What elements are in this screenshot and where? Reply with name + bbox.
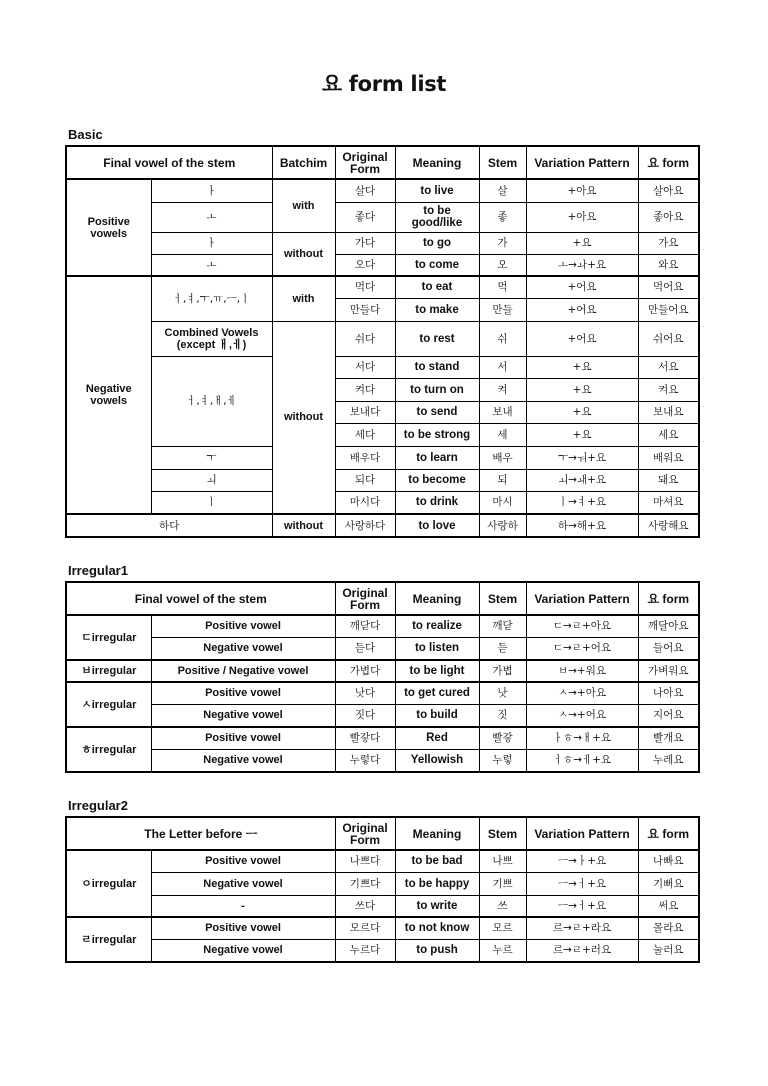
cell-vowel: Positive vowel (151, 917, 335, 939)
group-eu-irregular: ㅇirregular (66, 850, 151, 917)
cell-stem: 세 (479, 423, 526, 446)
table-row (66, 321, 699, 356)
cell-meaning: to be strong (395, 423, 479, 446)
header-letter-before: The Letter before ㅡ (66, 817, 335, 850)
cell-pattern: ㅣ→ㅕ+요 (526, 491, 638, 514)
table-row (66, 727, 699, 749)
cell-pattern: ㅜ→ㅝ+요 (526, 446, 638, 469)
cell-meaning: to be happy (395, 872, 479, 895)
header-pattern: Variation Pattern (526, 582, 638, 615)
cell-pattern: +아요 (526, 179, 638, 202)
cell-original: 만들다 (335, 298, 395, 321)
section-label-basic: Basic (68, 127, 103, 142)
cell-pattern: ㅚ→ㅙ+요 (526, 469, 638, 491)
cell-original: 세다 (335, 423, 395, 446)
cell-stem: 좋 (479, 202, 526, 232)
cell-yo-form: 가요 (638, 232, 699, 254)
cell-pattern: ㅗ→ㅘ+요 (526, 254, 638, 276)
cell-stem: 켜 (479, 378, 526, 401)
cell-pattern: ㅡ→ㅓ+요 (526, 895, 638, 917)
cell-yo-form: 보내요 (638, 401, 699, 423)
table-row (66, 704, 699, 727)
irregular2-table (65, 816, 700, 963)
cell-vowel: Combined Vowels (except ㅐ,ㅔ) (151, 321, 272, 356)
cell-pattern: 르→ㄹ+러요 (526, 939, 638, 962)
table-row (66, 917, 699, 939)
header-final-vowel: Final vowel of the stem (66, 146, 272, 179)
cell-vowel: Negative vowel (151, 749, 335, 772)
cell-vowel: ㅚ (151, 469, 272, 491)
table-row (66, 682, 699, 704)
header-meaning: Meaning (395, 817, 479, 850)
header-meaning: Meaning (395, 582, 479, 615)
cell-original: 누르다 (335, 939, 395, 962)
cell-vowel: ㅣ (151, 491, 272, 514)
cell-stem: 보내 (479, 401, 526, 423)
cell-pattern: ㅅ→+어요 (526, 704, 638, 727)
table-row (66, 514, 699, 537)
cell-stem: 나쁘 (479, 850, 526, 872)
cell-stem: 누르 (479, 939, 526, 962)
cell-stem: 만들 (479, 298, 526, 321)
cell-pattern: 하→해+요 (526, 514, 638, 537)
cell-vowel: ㅗ (151, 254, 272, 276)
table-row (66, 254, 699, 276)
cell-meaning: to not know (395, 917, 479, 939)
cell-yo-form: 나아요 (638, 682, 699, 704)
basic-table (65, 145, 700, 538)
cell-yo-form: 서요 (638, 356, 699, 378)
cell-pattern: ㄷ→ㄹ+어요 (526, 637, 638, 660)
cell-meaning: to send (395, 401, 479, 423)
table-row (66, 660, 699, 682)
cell-yo-form: 가벼워요 (638, 660, 699, 682)
cell-pattern: ㅡ→ㅏ+요 (526, 850, 638, 872)
header-original: Original Form (335, 146, 395, 179)
cell-yo-form: 눌러요 (638, 939, 699, 962)
cell-yo-form: 빨개요 (638, 727, 699, 749)
cell-yo-form: 좋아요 (638, 202, 699, 232)
cell-original: 모르다 (335, 917, 395, 939)
cell-original: 깨닫다 (335, 615, 395, 637)
cell-pattern: ㅏㅎ→ㅐ+요 (526, 727, 638, 749)
cell-pattern: +요 (526, 378, 638, 401)
cell-meaning: to live (395, 179, 479, 202)
cell-stem: 쉬 (479, 321, 526, 356)
table-row (66, 469, 699, 491)
header-final-vowel: Final vowel of the stem (66, 582, 335, 615)
cell-vowel: Negative vowel (151, 939, 335, 962)
table-row (66, 637, 699, 660)
cell-yo-form: 돼요 (638, 469, 699, 491)
cell-pattern: ㄷ→ㄹ+아요 (526, 615, 638, 637)
cell-meaning: to eat (395, 276, 479, 298)
cell-original: 빨갛다 (335, 727, 395, 749)
cell-vowel: Positive vowel (151, 682, 335, 704)
cell-pattern: ㅅ→+아요 (526, 682, 638, 704)
cell-yo-form: 살아요 (638, 179, 699, 202)
cell-yo-form: 사랑해요 (638, 514, 699, 537)
cell-original: 낫다 (335, 682, 395, 704)
header-stem: Stem (479, 817, 526, 850)
group-b-irregular: ㅂirregular (66, 660, 151, 682)
cell-stem: 기쁘 (479, 872, 526, 895)
cell-stem: 누렇 (479, 749, 526, 772)
cell-meaning: to be light (395, 660, 479, 682)
cell-stem: 사랑하 (479, 514, 526, 537)
cell-vowel: 하다 (66, 514, 272, 537)
cell-vowel: Negative vowel (151, 872, 335, 895)
cell-original: 좋다 (335, 202, 395, 232)
cell-original: 짓다 (335, 704, 395, 727)
header-batchim: Batchim (272, 146, 335, 179)
group-s-irregular: ㅅirregular (66, 682, 151, 727)
cell-original: 기쁘다 (335, 872, 395, 895)
cell-original: 마시다 (335, 491, 395, 514)
cell-meaning: to rest (395, 321, 479, 356)
header-original: Original Form (335, 817, 395, 850)
cell-stem: 빨갛 (479, 727, 526, 749)
cell-original: 보내다 (335, 401, 395, 423)
cell-stem: 서 (479, 356, 526, 378)
cell-vowel: - (151, 895, 335, 917)
cell-yo-form: 켜요 (638, 378, 699, 401)
group-h-irregular: ㅎirregular (66, 727, 151, 772)
cell-meaning: to listen (395, 637, 479, 660)
cell-pattern: +요 (526, 401, 638, 423)
cell-stem: 되 (479, 469, 526, 491)
cell-original: 쓰다 (335, 895, 395, 917)
table-header-row (66, 817, 699, 850)
cell-meaning: to come (395, 254, 479, 276)
header-pattern: Variation Pattern (526, 817, 638, 850)
cell-vowel: ㅏ (151, 179, 272, 202)
cell-meaning: to realize (395, 615, 479, 637)
table-header-row (66, 582, 699, 615)
cell-yo-form: 세요 (638, 423, 699, 446)
cell-original: 나쁘다 (335, 850, 395, 872)
table-row (66, 615, 699, 637)
section-label-irregular1: Irregular1 (68, 563, 128, 578)
cell-yo-form: 깨달아요 (638, 615, 699, 637)
header-yo-form: 요 form (638, 582, 699, 615)
cell-pattern: +어요 (526, 321, 638, 356)
cell-stem: 먹 (479, 276, 526, 298)
cell-vowel: ㅓ,ㅕ,ㅜ,ㅠ,ㅡ,ㅣ (151, 276, 272, 321)
cell-yo-form: 지어요 (638, 704, 699, 727)
cell-batchim: with (272, 276, 335, 321)
table-row (66, 749, 699, 772)
cell-vowel: Positive / Negative vowel (151, 660, 335, 682)
cell-original: 살다 (335, 179, 395, 202)
cell-original: 사랑하다 (335, 514, 395, 537)
cell-pattern: +어요 (526, 298, 638, 321)
group-positive-vowels: Positive vowels (66, 179, 151, 276)
cell-yo-form: 몰라요 (638, 917, 699, 939)
cell-vowel: ㅓ,ㅕ,ㅐ,ㅔ (151, 356, 272, 446)
cell-vowel: Negative vowel (151, 637, 335, 660)
header-meaning: Meaning (395, 146, 479, 179)
cell-stem: 깨닫 (479, 615, 526, 637)
cell-pattern: +아요 (526, 202, 638, 232)
cell-vowel: Negative vowel (151, 704, 335, 727)
cell-yo-form: 마셔요 (638, 491, 699, 514)
cell-meaning: to become (395, 469, 479, 491)
group-r-irregular: ㄹirregular (66, 917, 151, 962)
cell-yo-form: 써요 (638, 895, 699, 917)
cell-pattern: 르→ㄹ+라요 (526, 917, 638, 939)
table-header-row (66, 146, 699, 179)
cell-original: 서다 (335, 356, 395, 378)
cell-original: 되다 (335, 469, 395, 491)
cell-yo-form: 만들어요 (638, 298, 699, 321)
cell-original: 오다 (335, 254, 395, 276)
header-pattern: Variation Pattern (526, 146, 638, 179)
cell-pattern: ㅂ→+워요 (526, 660, 638, 682)
group-negative-vowels: Negative vowels (66, 276, 151, 514)
cell-meaning: to drink (395, 491, 479, 514)
cell-stem: 모르 (479, 917, 526, 939)
table-row (66, 895, 699, 917)
cell-stem: 낫 (479, 682, 526, 704)
cell-yo-form: 누레요 (638, 749, 699, 772)
table-row (66, 939, 699, 962)
header-yo-form: 요 form (638, 146, 699, 179)
cell-vowel: Positive vowel (151, 850, 335, 872)
cell-vowel: ㅜ (151, 446, 272, 469)
cell-yo-form: 먹어요 (638, 276, 699, 298)
cell-vowel: ㅗ (151, 202, 272, 232)
cell-batchim: with (272, 179, 335, 232)
cell-stem: 배우 (479, 446, 526, 469)
cell-pattern: ㅡ→ㅓ+요 (526, 872, 638, 895)
cell-meaning: to turn on (395, 378, 479, 401)
table-row (66, 232, 699, 254)
cell-pattern: +요 (526, 356, 638, 378)
cell-pattern: +어요 (526, 276, 638, 298)
cell-vowel: Positive vowel (151, 615, 335, 637)
table-row (66, 872, 699, 895)
cell-pattern: +요 (526, 232, 638, 254)
cell-pattern: +요 (526, 423, 638, 446)
cell-yo-form: 들어요 (638, 637, 699, 660)
header-yo-form: 요 form (638, 817, 699, 850)
cell-stem: 살 (479, 179, 526, 202)
cell-yo-form: 기뻐요 (638, 872, 699, 895)
cell-batchim: without (272, 321, 335, 514)
cell-yo-form: 쉬어요 (638, 321, 699, 356)
cell-stem: 오 (479, 254, 526, 276)
irregular1-table (65, 581, 700, 773)
table-row (66, 179, 699, 202)
cell-batchim: without (272, 514, 335, 537)
table-row (66, 850, 699, 872)
cell-yo-form: 와요 (638, 254, 699, 276)
cell-stem: 듣 (479, 637, 526, 660)
cell-meaning: to stand (395, 356, 479, 378)
cell-stem: 짓 (479, 704, 526, 727)
cell-vowel: ㅏ (151, 232, 272, 254)
cell-meaning: to be good/like (395, 202, 479, 232)
cell-meaning: Yellowish (395, 749, 479, 772)
table-row (66, 491, 699, 514)
cell-original: 먹다 (335, 276, 395, 298)
table-row (66, 202, 699, 232)
cell-original: 켜다 (335, 378, 395, 401)
cell-meaning: to get cured (395, 682, 479, 704)
cell-original: 배우다 (335, 446, 395, 469)
cell-stem: 가 (479, 232, 526, 254)
cell-stem: 가볍 (479, 660, 526, 682)
cell-meaning: to be bad (395, 850, 479, 872)
cell-yo-form: 배워요 (638, 446, 699, 469)
table-row (66, 356, 699, 378)
page-title: 요 form list (321, 72, 447, 96)
cell-meaning: to make (395, 298, 479, 321)
cell-yo-form: 나빠요 (638, 850, 699, 872)
cell-original: 듣다 (335, 637, 395, 660)
cell-stem: 마시 (479, 491, 526, 514)
table-row (66, 446, 699, 469)
header-original: Original Form (335, 582, 395, 615)
cell-original: 누렇다 (335, 749, 395, 772)
cell-meaning: to go (395, 232, 479, 254)
cell-meaning: to love (395, 514, 479, 537)
cell-pattern: ㅓㅎ→ㅔ+요 (526, 749, 638, 772)
cell-meaning: to push (395, 939, 479, 962)
cell-original: 가볍다 (335, 660, 395, 682)
header-stem: Stem (479, 146, 526, 179)
table-row (66, 276, 699, 298)
cell-meaning: to learn (395, 446, 479, 469)
cell-original: 쉬다 (335, 321, 395, 356)
group-d-irregular: ㄷirregular (66, 615, 151, 660)
header-stem: Stem (479, 582, 526, 615)
cell-meaning: Red (395, 727, 479, 749)
cell-meaning: to build (395, 704, 479, 727)
cell-stem: 쓰 (479, 895, 526, 917)
cell-batchim: without (272, 232, 335, 276)
cell-original: 가다 (335, 232, 395, 254)
section-label-irregular2: Irregular2 (68, 798, 128, 813)
cell-meaning: to write (395, 895, 479, 917)
cell-vowel: Positive vowel (151, 727, 335, 749)
